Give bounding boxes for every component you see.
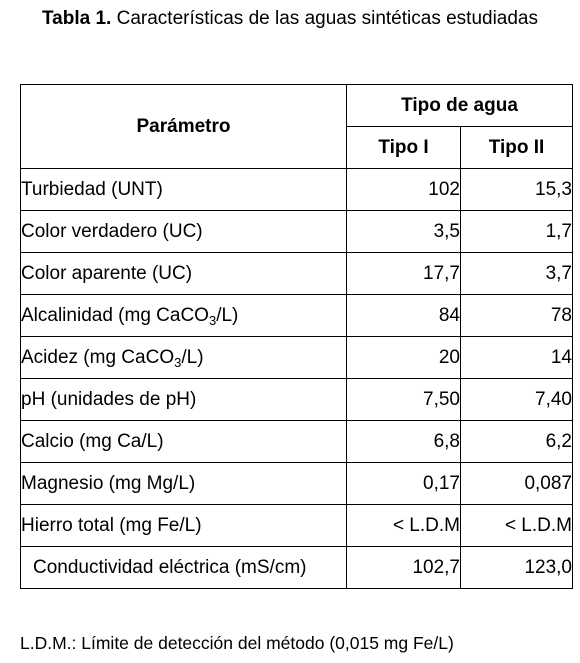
tipo2-cell: 14 bbox=[461, 337, 573, 379]
tipo2-cell: 15,3 bbox=[461, 169, 573, 211]
col-header-tipo-1: Tipo I bbox=[347, 127, 461, 169]
table-row bbox=[21, 169, 573, 211]
header-row-1 bbox=[21, 85, 573, 127]
tipo1-cell: 3,5 bbox=[347, 211, 461, 253]
col-header-tipo-2: Tipo II bbox=[461, 127, 573, 169]
param-column-header: Parámetro bbox=[21, 85, 347, 169]
table-footnote: L.D.M.: Límite de detección del método (0,015 mg Fe/L) bbox=[20, 633, 454, 653]
tipo2-cell: 6,2 bbox=[461, 421, 573, 463]
table-row bbox=[21, 379, 573, 421]
tipo2-cell: 78 bbox=[461, 295, 573, 337]
table-row bbox=[21, 547, 573, 589]
param-cell: Hierro total (mg Fe/L) bbox=[21, 505, 347, 547]
tipo2-cell: 1,7 bbox=[461, 211, 573, 253]
tipo2-cell: 7,40 bbox=[461, 379, 573, 421]
tipo2-cell: 123,0 bbox=[461, 547, 573, 589]
param-cell: Color verdadero (UC) bbox=[21, 211, 347, 253]
param-cell: Turbiedad (UNT) bbox=[21, 169, 347, 211]
tipo1-cell: 102 bbox=[347, 169, 461, 211]
param-cell: Conductividad eléctrica (mS/cm) bbox=[21, 547, 347, 589]
param-text: Acidez (mg CaCO bbox=[21, 346, 175, 368]
param-cell: pH (unidades de pH) bbox=[21, 379, 347, 421]
tipo1-cell: 102,7 bbox=[347, 547, 461, 589]
param-cell: Magnesio (mg Mg/L) bbox=[21, 463, 347, 505]
param-cell bbox=[21, 295, 347, 337]
param-text-suffix: /L) bbox=[181, 346, 204, 368]
tipo1-cell: 20 bbox=[347, 337, 461, 379]
table-row bbox=[21, 463, 573, 505]
tipo2-cell: 3,7 bbox=[461, 253, 573, 295]
tipo1-cell: 6,8 bbox=[347, 421, 461, 463]
param-cell: Color aparente (UC) bbox=[21, 253, 347, 295]
param-subscript: 3 bbox=[174, 354, 182, 370]
tipo1-cell: 84 bbox=[347, 295, 461, 337]
tipo1-cell: 7,50 bbox=[347, 379, 461, 421]
tipo2-cell: 0,087 bbox=[461, 463, 573, 505]
table-row bbox=[21, 253, 573, 295]
tipo1-cell: 0,17 bbox=[347, 463, 461, 505]
table-row bbox=[21, 211, 573, 253]
caption-text: Características de las aguas sintéticas estudiadas bbox=[116, 8, 538, 29]
param-subscript: 3 bbox=[208, 312, 217, 328]
param-cell: Calcio (mg Ca/L) bbox=[21, 421, 347, 463]
characteristics-table bbox=[20, 84, 573, 589]
param-text-suffix: /L) bbox=[216, 304, 239, 326]
table-row bbox=[21, 337, 573, 379]
tipo1-cell: < L.D.M bbox=[347, 505, 461, 547]
caption-label: Tabla 1. bbox=[41, 8, 112, 29]
param-cell bbox=[21, 337, 347, 379]
table-row bbox=[21, 421, 573, 463]
table-row bbox=[21, 295, 573, 337]
tipo2-cell: < L.D.M bbox=[461, 505, 573, 547]
tipo1-cell: 17,7 bbox=[347, 253, 461, 295]
water-type-group-header: Tipo de agua bbox=[347, 85, 573, 127]
param-text: Alcalinidad (mg CaCO bbox=[21, 304, 209, 326]
table-caption bbox=[0, 6, 580, 31]
table-row bbox=[21, 505, 573, 547]
